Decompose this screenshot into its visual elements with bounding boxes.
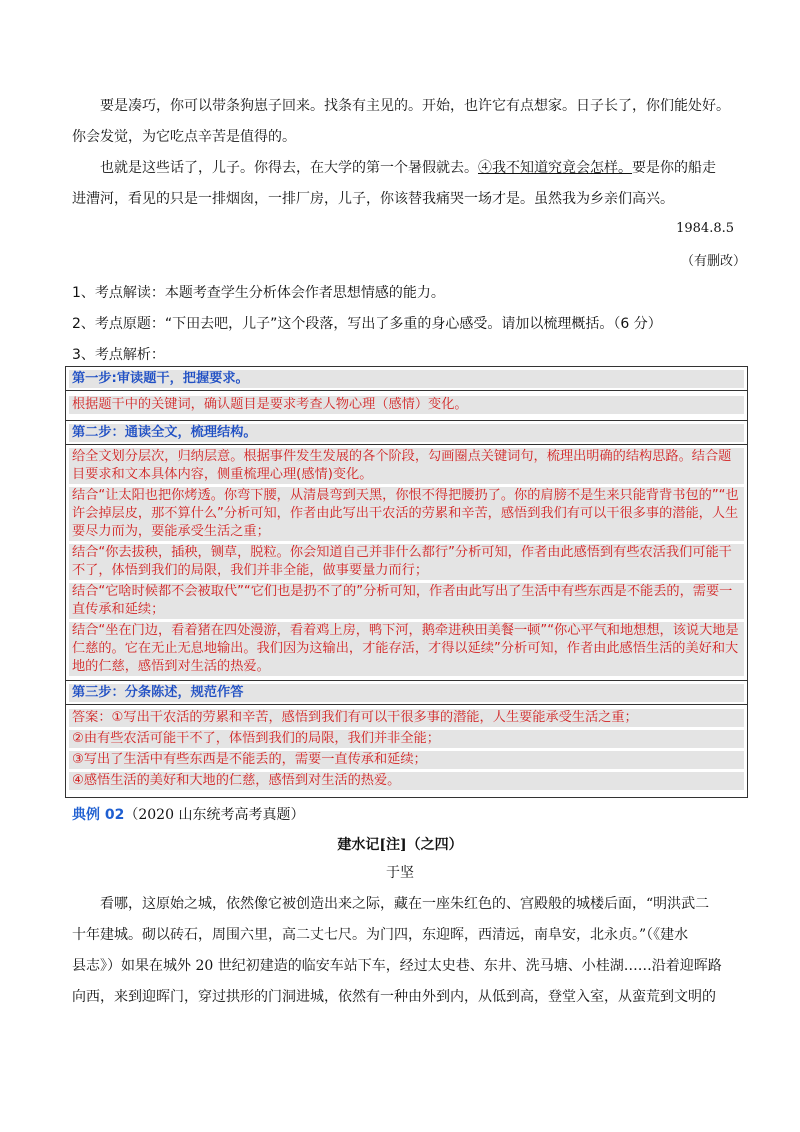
analysis-item-1: 1、考点解读：本题考查学生分析体会作者思想情感的能力。	[72, 285, 445, 301]
article-line-2: 十年建城。砌以砖石，周围六里，高二丈七尺。为门四，东迎晖，西清远，南阜安，北永贞。”（《建水	[72, 927, 689, 943]
table-row-step1-body	[66, 391, 747, 421]
passage-para2-line2: 进漕河，看见的只是一排烟囱，一排厂房，儿子，你该替我痛哭一场才是。虽然我为乡亲们高兴。	[72, 191, 674, 207]
analysis-item-3: 3、考点解析：	[72, 347, 165, 363]
table-row-step2-header	[66, 421, 747, 445]
step2-paragraph-1: 给全文划分层次，归纳层意。根据事件发生发展的各个阶段，勾画圈点关键词句，梳理出明确的结构思路。结合题目要求和文本具体内容，侧重梳理心理(感情)变化。	[69, 448, 744, 484]
example-source: （2020 山东统考高考真题）	[124, 807, 305, 823]
article-line-4: 向西，来到迎晖门，穿过拱形的门洞进城，依然有一种由外到内，从低到高，登堂入室，从蛮荒到文明的	[72, 989, 716, 1005]
step1-heading: 第一步:审读题干，把握要求。	[69, 370, 744, 388]
article-title: 建水记[注]（之四）	[337, 837, 463, 853]
step2-paragraph-3: 结合“你去拔秧，插秧，铡草，脱粒。你会知道自己并非什么都行”分析可知，作者由此感悟到有些农活我们可能干不了，体悟到我们的局限，我们并非全能，做事要量力而行；	[69, 544, 744, 580]
table-row-step1-header	[66, 367, 747, 391]
table-row-step3-body	[66, 705, 747, 797]
answer-2: ②由有些农活可能干不了，体悟到我们的局限，我们并非全能；	[69, 730, 744, 748]
step2-paragraph-5: 结合“坐在门边，看着猪在四处漫游，看着鸡上房，鸭下河，鹅牵进秧田美餐一顿”“你心平气和地想想，该说大地是仁慈的。它在无止无息地输出。我们因为这输出，才能存活，才得以延续”分析可知，作者由此感悟生活的美好和大地的仁慈，感悟到对生活的热爱。	[69, 622, 744, 676]
table-row-step2-body	[66, 445, 747, 681]
underlined-sentence: ④我不知道究竟会怎样。	[478, 160, 632, 176]
example-tag: 典例 02	[72, 807, 125, 823]
step3-heading: 第三步：分条陈述，规范作答	[69, 684, 744, 702]
step2-heading: 第二步：通读全文，梳理结构。	[69, 424, 744, 442]
analysis-table	[65, 366, 748, 798]
passage-para1-line1: 要是凑巧，你可以带条狗崽子回来。找条有主见的。开始，也许它有点想家。日子长了，你们能处好。	[100, 98, 730, 114]
passage-note: （有删改）	[680, 254, 746, 269]
passage-para2-text-b: 要是你的船走	[632, 160, 716, 176]
answer-3: ③写出了生活中有些东西是不能丢的，需要一直传承和延续；	[69, 751, 744, 769]
step2-paragraph-2: 结合“让太阳也把你烤透。你弯下腰，从清晨弯到天黑，你恨不得把腰扔了。你的肩膀不是生来只能背背书包的”“也许会掉层皮，那不算什么”分析可知，作者由此写出干农活的劳累和辛苦，感悟到我们有可以干很多事的潜能，人生要尽力而为，要能承受生活之重；	[69, 487, 744, 541]
article-author: 于坚	[386, 865, 414, 881]
passage-para2-line1	[100, 156, 760, 180]
passage-para1-line2: 你会发觉，为它吃点辛苦是值得的。	[72, 129, 296, 145]
article-line-3: 县志》）如果在城外 20 世纪初建造的临安车站下车，经过太史巷、东井、洗马塘、小桂湖……沿着迎晖路	[72, 958, 722, 974]
answer-4: ④感悟生活的美好和大地的仁慈，感悟到对生活的热爱。	[69, 772, 744, 790]
analysis-item-2: 2、考点原题：“下田去吧，儿子”这个段落，写出了多重的身心感受。请加以梳理概括。（6 分）	[72, 316, 662, 332]
article-line-1: 看哪，这原始之城，依然像它被创造出来之际，藏在一座朱红色的、宫殿般的城楼后面，“明洪武二	[100, 896, 710, 912]
step2-paragraph-4: 结合“它啥时候都不会被取代”“它们也是扔不了的”分析可知，作者由此写出了生活中有些东西是不能丢的，需要一直传承和延续；	[69, 583, 744, 619]
passage-para2-text-a: 也就是这些话了，儿子。你得去，在大学的第一个暑假就去。	[100, 160, 478, 176]
step1-text: 根据题干中的关键词，确认题目是要求考查人物心理（感情）变化。	[69, 396, 744, 414]
passage-date: 1984.8.5	[676, 221, 734, 236]
table-row-step3-header	[66, 681, 747, 705]
answer-1: 答案：①写出干农活的劳累和辛苦，感悟到我们有可以干很多事的潜能，人生要能承受生活之重；	[69, 709, 744, 727]
example-header	[72, 803, 732, 827]
